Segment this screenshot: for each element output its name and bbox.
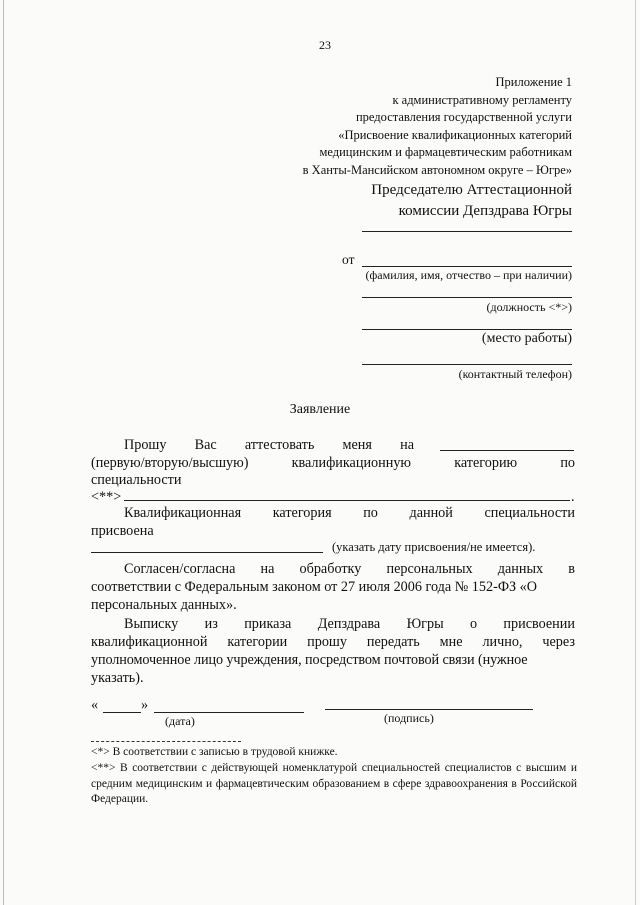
document-title: Заявление (289, 402, 351, 417)
word: по (560, 455, 575, 471)
p1-line1 (124, 437, 414, 454)
word: данной (409, 505, 453, 521)
signature-hint: (подпись) (384, 711, 434, 725)
assignment-date-hint: (указать дату присвоения/не имеется). (332, 540, 536, 554)
word: квалификационной (91, 634, 208, 650)
word: по (363, 505, 378, 521)
word: из (204, 616, 218, 632)
phone-hint: (контактный телефон) (458, 367, 572, 381)
word: в (568, 561, 575, 577)
word: специальности (484, 505, 575, 521)
word: меня (342, 437, 372, 453)
date-day-line[interactable] (103, 712, 141, 713)
p3-line3: персональных данных». (91, 597, 237, 613)
word: обработку (299, 561, 362, 577)
position-hint: (должность <*>) (486, 300, 572, 314)
word: категория (272, 505, 332, 521)
appendix-line: к административному регламенту (392, 92, 572, 107)
specialty-marker: <**> (91, 489, 122, 505)
scan-edge-left (3, 0, 4, 905)
word: Прошу (124, 437, 167, 453)
p1-line2 (91, 455, 575, 472)
name-field-line[interactable] (362, 266, 572, 267)
p4-line4: указать). (91, 670, 144, 686)
addressee-line: комиссии Депздрава Югры (398, 203, 572, 219)
word: мне (439, 634, 463, 650)
period-mark: . (571, 489, 575, 505)
word: присвоении (503, 616, 575, 632)
footnote-separator (91, 741, 241, 742)
word: Квалификационная (124, 505, 242, 521)
word: категорию (454, 455, 518, 471)
word: Выписку (124, 616, 179, 632)
date-close-quote: » (141, 697, 149, 713)
word: Согласен/согласна (124, 561, 236, 577)
phone-field-line[interactable] (362, 364, 572, 365)
word: квалификационную (291, 455, 412, 471)
date-hint: (дата) (165, 714, 195, 728)
word: Югры (406, 616, 444, 632)
word: персональных (386, 561, 473, 577)
specialty-field-line[interactable] (124, 500, 570, 501)
appendix-line: Приложение 1 (495, 75, 572, 89)
word: Вас (194, 437, 217, 453)
p2-line2: присвоена (91, 523, 154, 539)
scan-edge-right (635, 0, 636, 905)
word: лично, (482, 634, 523, 650)
addressee-line: Председателю Аттестационной (371, 182, 572, 198)
page-number: 23 (319, 38, 331, 52)
workplace-hint: (место работы) (481, 331, 572, 346)
signature-field-line[interactable] (325, 709, 533, 710)
word: прошу (307, 634, 347, 650)
word: данных (497, 561, 544, 577)
appendix-line: в Ханты-Мансийском автономном округе – Югре» (302, 162, 572, 177)
word: Депздрава (317, 616, 381, 632)
word: о (469, 616, 478, 632)
p2-line1 (124, 505, 575, 522)
addressee-blank-line[interactable] (362, 231, 572, 232)
assignment-date-line[interactable] (91, 552, 323, 553)
appendix-line: «Присвоение квалификационных категорий (338, 127, 572, 142)
org-field-line[interactable] (440, 450, 574, 451)
p3-line1 (124, 561, 575, 578)
date-field-line[interactable] (154, 712, 304, 713)
addressee-block (371, 180, 572, 222)
p4-line2 (91, 634, 575, 651)
word: приказа (244, 616, 292, 632)
date-open-quote: « (91, 697, 99, 713)
word: (первую/вторую/высшую) (91, 455, 249, 471)
p4-line1 (124, 616, 575, 633)
name-hint: (фамилия, имя, отчество – при наличии) (365, 268, 572, 282)
p4-line3: уполномоченное лицо учреждения, посредством почтовой связи (нужное (91, 652, 528, 668)
word: через (542, 634, 575, 650)
word: на (260, 561, 275, 577)
word: на (400, 437, 414, 453)
appendix-line: медицинским и фармацевтическим работникам (319, 145, 572, 159)
appendix-line: предоставления государственной услуги (355, 110, 572, 124)
footnote-1: <*> В соответствии с записью в трудовой книжке. (91, 746, 338, 758)
footnote-2: <**> В соответствии с действующей номенклатурой специальностей специалистов с высшим и средним медицинским и фармацевтическим образованием в сфере здравоохранения в Российской Федерации. (91, 762, 577, 805)
p3-line2: соответствии с Федеральным законом от 27 июля 2006 года № 152-ФЗ «О (91, 579, 538, 595)
workplace-field-line[interactable] (362, 329, 572, 330)
word: аттестовать (244, 437, 315, 453)
word: передать (366, 634, 420, 650)
appendix-header (303, 74, 572, 179)
p1-line3: специальности (91, 472, 182, 488)
from-label: от (342, 252, 355, 267)
position-field-line[interactable] (362, 297, 572, 298)
word: категории (227, 634, 288, 650)
